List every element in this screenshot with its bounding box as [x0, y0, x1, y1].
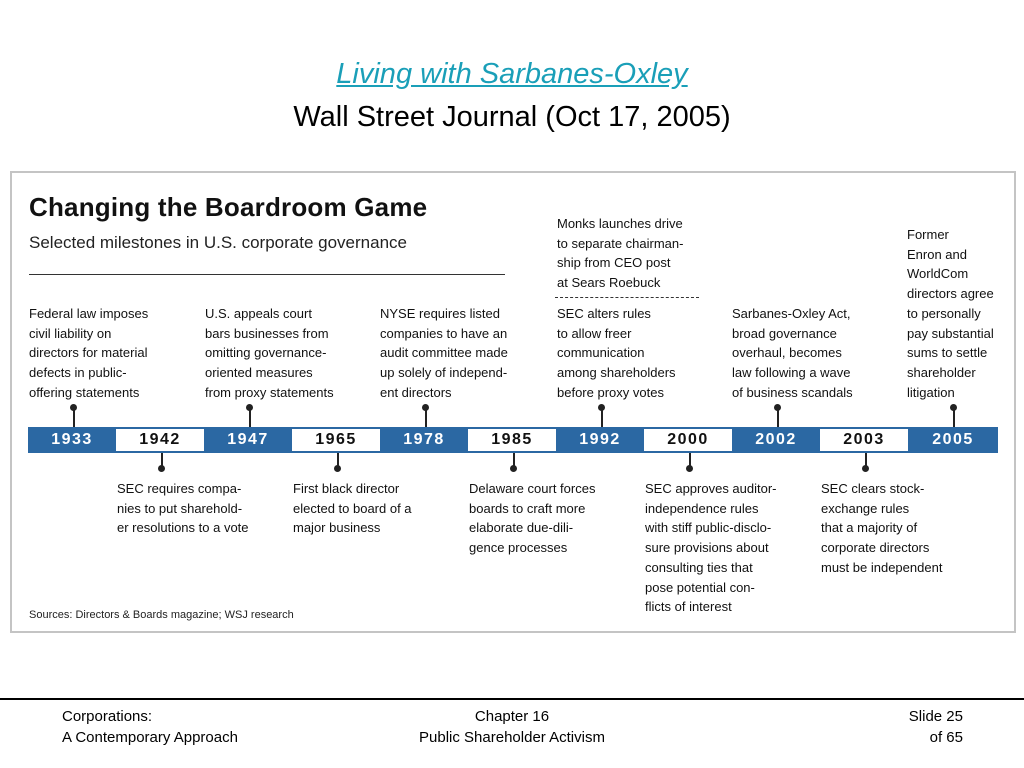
- dot-2000: [686, 465, 693, 472]
- note-2003: SEC clears stock- exchange rules that a majority of corporate directors must be independent: [821, 481, 943, 575]
- footer-right: [800, 706, 963, 748]
- timeline-bar: [28, 427, 998, 453]
- dot-2002: [774, 404, 781, 411]
- dot-1933: [70, 404, 77, 411]
- year-1933: 1933: [28, 427, 116, 453]
- dot-1992: [598, 404, 605, 411]
- footer-center: [362, 706, 662, 748]
- year-2005: 2005: [908, 427, 998, 453]
- year-1992: 1992: [556, 427, 644, 453]
- year-2003: 2003: [820, 427, 908, 453]
- footer-divider: [0, 698, 1024, 700]
- footer-book-subtitle: A Contemporary Approach: [62, 729, 238, 746]
- note-1978: NYSE requires listed companies to have an audit committee made up solely of independ- ent directors: [380, 306, 508, 400]
- figure-title: Changing the Boardroom Game: [29, 192, 428, 222]
- footer-chapter: Chapter 16: [474, 708, 550, 725]
- slide-title-link[interactable]: Living with Sarbanes-Oxley: [336, 58, 688, 90]
- note-1992-monks: Monks launches drive to separate chairman- ship from CEO post at Sears Roebuck: [557, 216, 684, 291]
- footer-slide-total: of 65: [929, 729, 963, 746]
- dashed-separator: [555, 297, 699, 298]
- footer-slide-number: Slide 25: [908, 708, 963, 725]
- figure-subtitle: Selected milestones in U.S. corporate governance: [29, 233, 407, 252]
- note-1947: U.S. appeals court bars businesses from omitting governance- oriented measures from proxy statements: [205, 306, 334, 400]
- slide-subtitle: Wall Street Journal (Oct 17, 2005): [293, 101, 731, 133]
- figure-source: Sources: Directors & Boards magazine; WSJ research: [29, 609, 294, 621]
- dot-1947: [246, 404, 253, 411]
- note-2005: Former Enron and WorldCom directors agree to personally pay substantial sums to settle shareholder litigation: [907, 227, 994, 400]
- dot-2003: [862, 465, 869, 472]
- note-1965: First black director elected to board of a major business: [293, 481, 412, 536]
- timeline-figure: [10, 171, 1016, 633]
- year-2002: 2002: [732, 427, 820, 453]
- year-1985: 1985: [468, 427, 556, 453]
- note-2002: Sarbanes-Oxley Act, broad governance overhaul, becomes law following a wave of business scandals: [732, 306, 853, 400]
- dot-2005: [950, 404, 957, 411]
- year-1965: 1965: [292, 427, 380, 453]
- dot-1965: [334, 465, 341, 472]
- year-2000: 2000: [644, 427, 732, 453]
- note-1942: SEC requires compa- nies to put sharehold- er resolutions to a vote: [117, 481, 249, 536]
- note-1992-sec: SEC alters rules to allow freer communication among shareholders before proxy votes: [557, 306, 676, 400]
- dot-1985: [510, 465, 517, 472]
- year-1978: 1978: [380, 427, 468, 453]
- footer-left: [62, 706, 238, 748]
- year-1947: 1947: [204, 427, 292, 453]
- note-1985: Delaware court forces boards to craft more elaborate due-dili- gence processes: [469, 481, 596, 556]
- note-2000: SEC approves auditor- independence rules with stiff public-disclo- sure provisions about consulting ties that pose potential con- flicts of interest: [645, 481, 777, 615]
- note-1933: Federal law imposes civil liability on directors for material defects in public- offering statements: [29, 306, 149, 400]
- footer-book-title: Corporations:: [62, 708, 153, 725]
- dot-1978: [422, 404, 429, 411]
- figure-rule: [29, 274, 505, 275]
- year-1942: 1942: [116, 427, 204, 453]
- footer-chapter-title: Public Shareholder Activism: [419, 729, 605, 746]
- dot-1942: [158, 465, 165, 472]
